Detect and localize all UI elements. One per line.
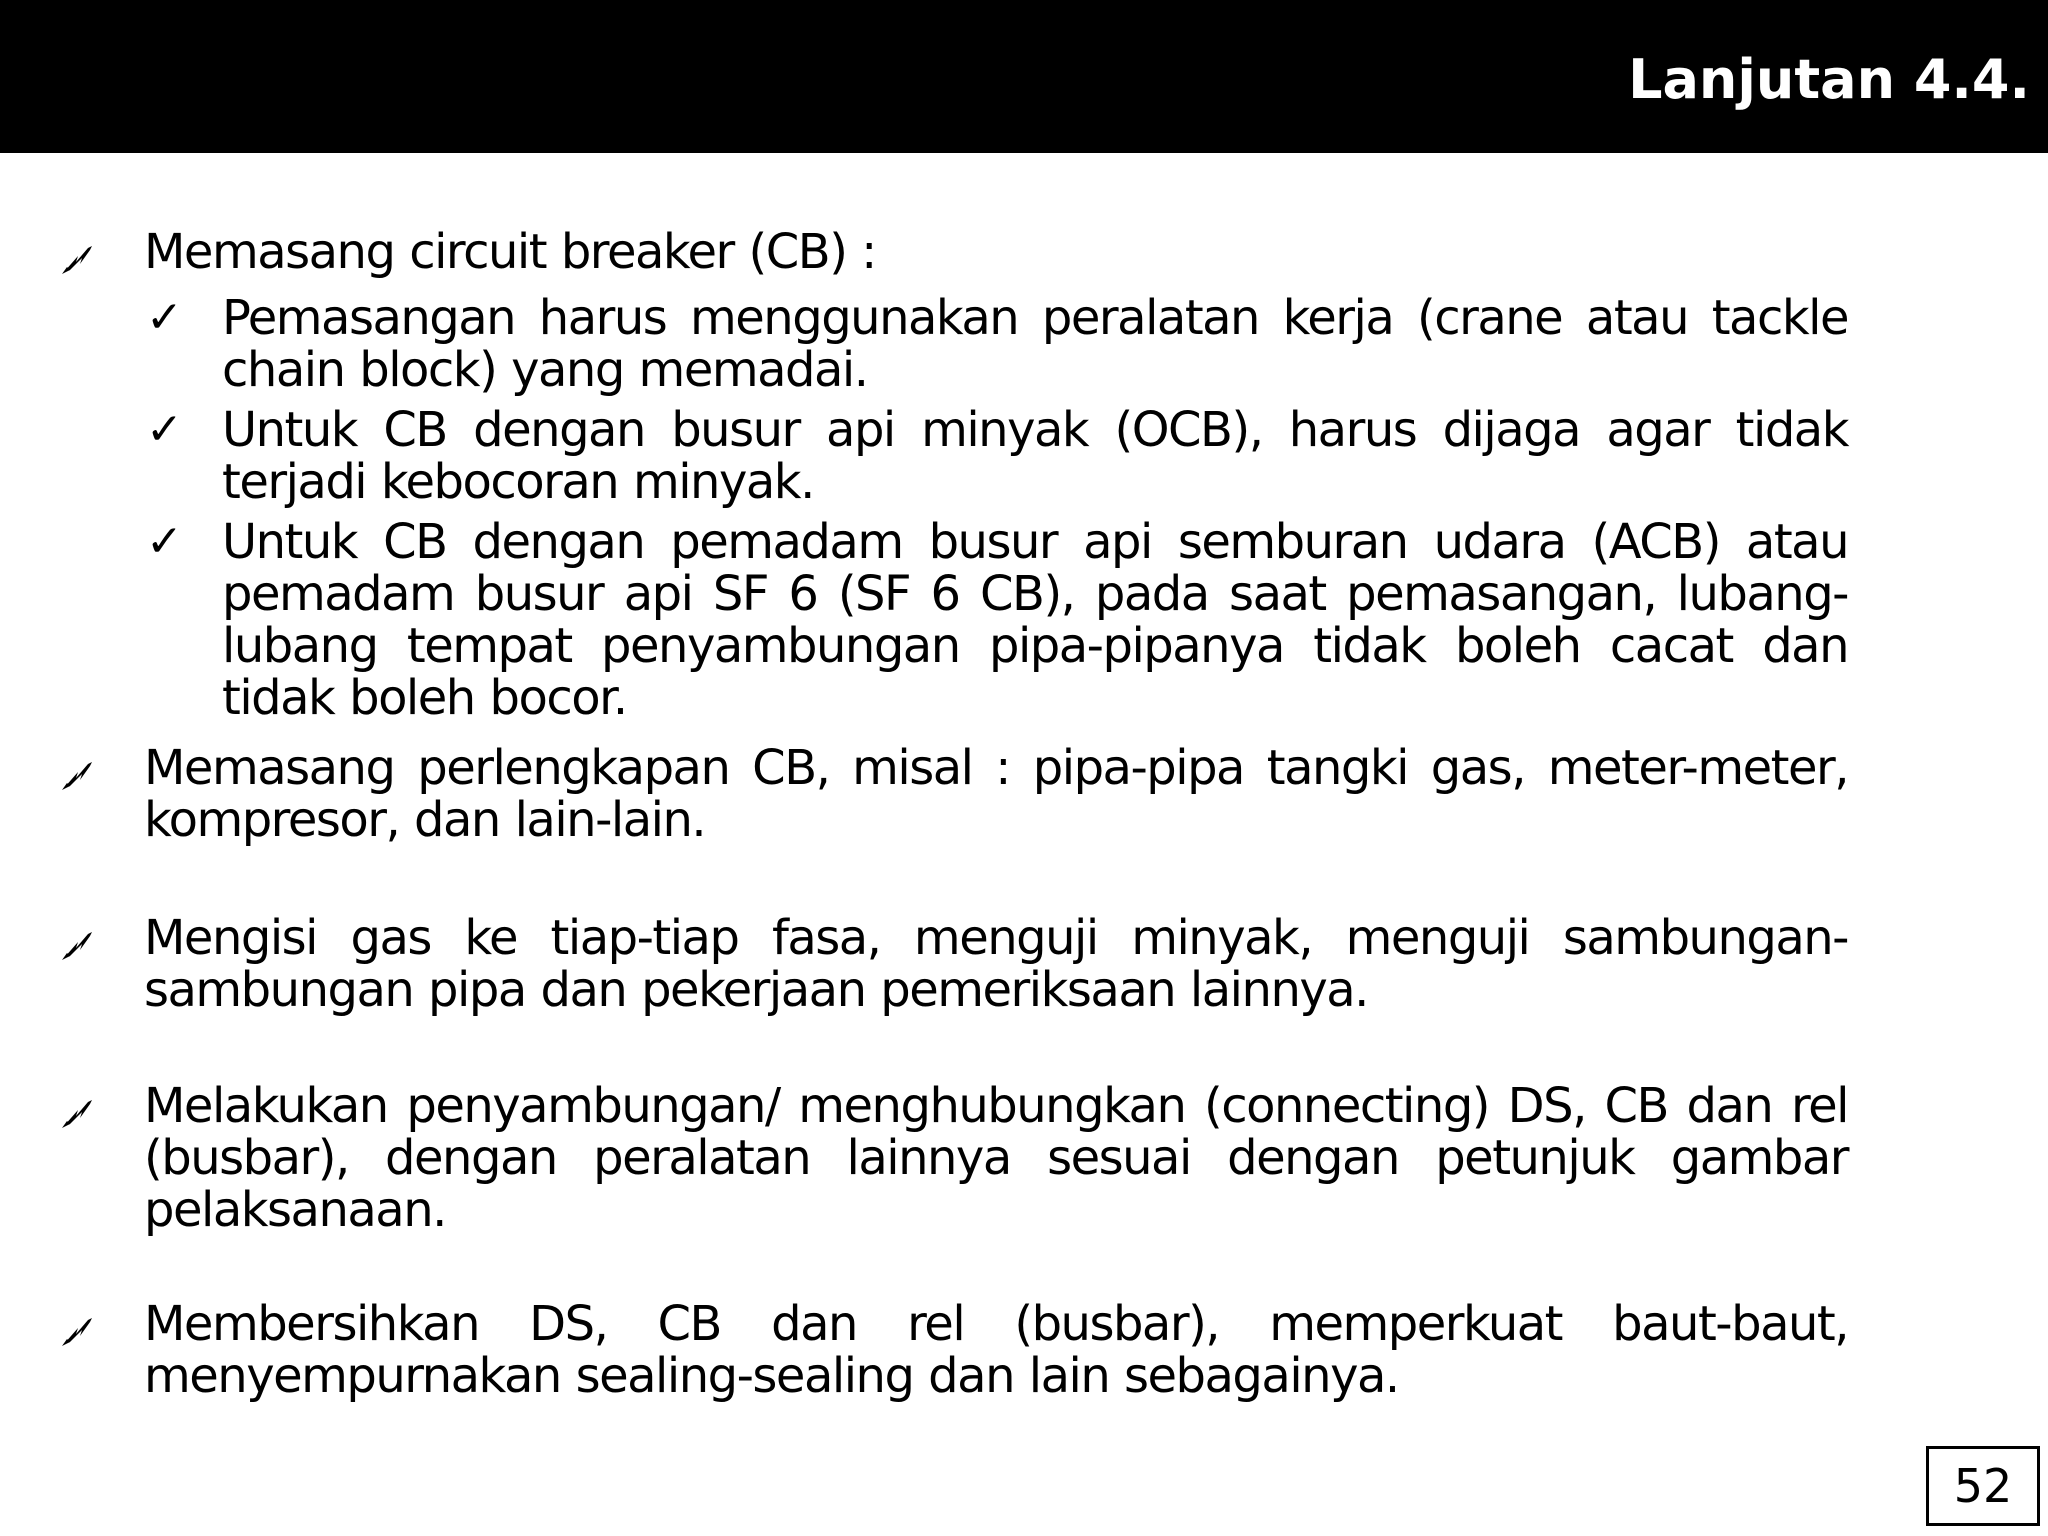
lightning-bolt-icon <box>58 1092 98 1132</box>
checkmark-icon: ✓ <box>146 516 183 567</box>
bullet-item <box>0 742 1848 846</box>
checkmark-icon: ✓ <box>146 292 183 343</box>
bullet-item <box>0 226 1848 724</box>
lightning-bolt-icon <box>58 754 98 794</box>
sub-item-text: Pemasangan harus menggunakan peralatan kerja (crane atau tackle chain block) yang memadai. <box>222 290 1848 398</box>
bullet-text: Melakukan penyambungan/ menghubungkan (connecting) DS, CB dan rel (busbar), dengan peralatan lainnya sesuai dengan petunjuk gambar pelaksanaan. <box>144 1078 1848 1238</box>
bullet-item <box>0 1298 1848 1402</box>
sub-list <box>144 292 1848 724</box>
sub-item-text: Untuk CB dengan pemadam busur api semburan udara (ACB) atau pemadam busur api SF 6 (SF 6 CB), pada saat pemasangan, lubang-lubang tempat penyambungan pipa-pipanya tidak boleh cacat dan tidak boleh bocor. <box>222 514 1848 726</box>
bullet-list <box>0 226 2048 1402</box>
bullet-text: Mengisi gas ke tiap-tiap fasa, menguji minyak, menguji sambungan-sambungan pipa dan pekerjaan pemeriksaan lainnya. <box>144 910 1848 1018</box>
bullet-text: Membersihkan DS, CB dan rel (busbar), memperkuat baut-baut, menyempurnakan sealing-sealing dan lain sebagainya. <box>144 1296 1848 1404</box>
lightning-bolt-icon <box>58 1310 98 1350</box>
sub-item <box>144 404 1848 508</box>
sub-item <box>144 516 1848 724</box>
bullet-item <box>0 912 1848 1016</box>
slide-title: Lanjutan 4.4. <box>1628 48 2030 111</box>
bullet-text: Memasang circuit breaker (CB) : <box>144 224 876 280</box>
bullet-item <box>0 1080 1848 1236</box>
lightning-bolt-icon <box>58 924 98 964</box>
sub-item <box>144 292 1848 396</box>
header-bar <box>0 0 2048 153</box>
page-number: 52 <box>1926 1446 2040 1526</box>
sub-item-text: Untuk CB dengan busur api minyak (OCB), harus dijaga agar tidak terjadi kebocoran minyak. <box>222 402 1848 510</box>
lightning-bolt-icon <box>58 238 98 278</box>
bullet-text: Memasang perlengkapan CB, misal : pipa-pipa tangki gas, meter-meter, kompresor, dan lain-lain. <box>144 740 1848 848</box>
checkmark-icon: ✓ <box>146 404 183 455</box>
